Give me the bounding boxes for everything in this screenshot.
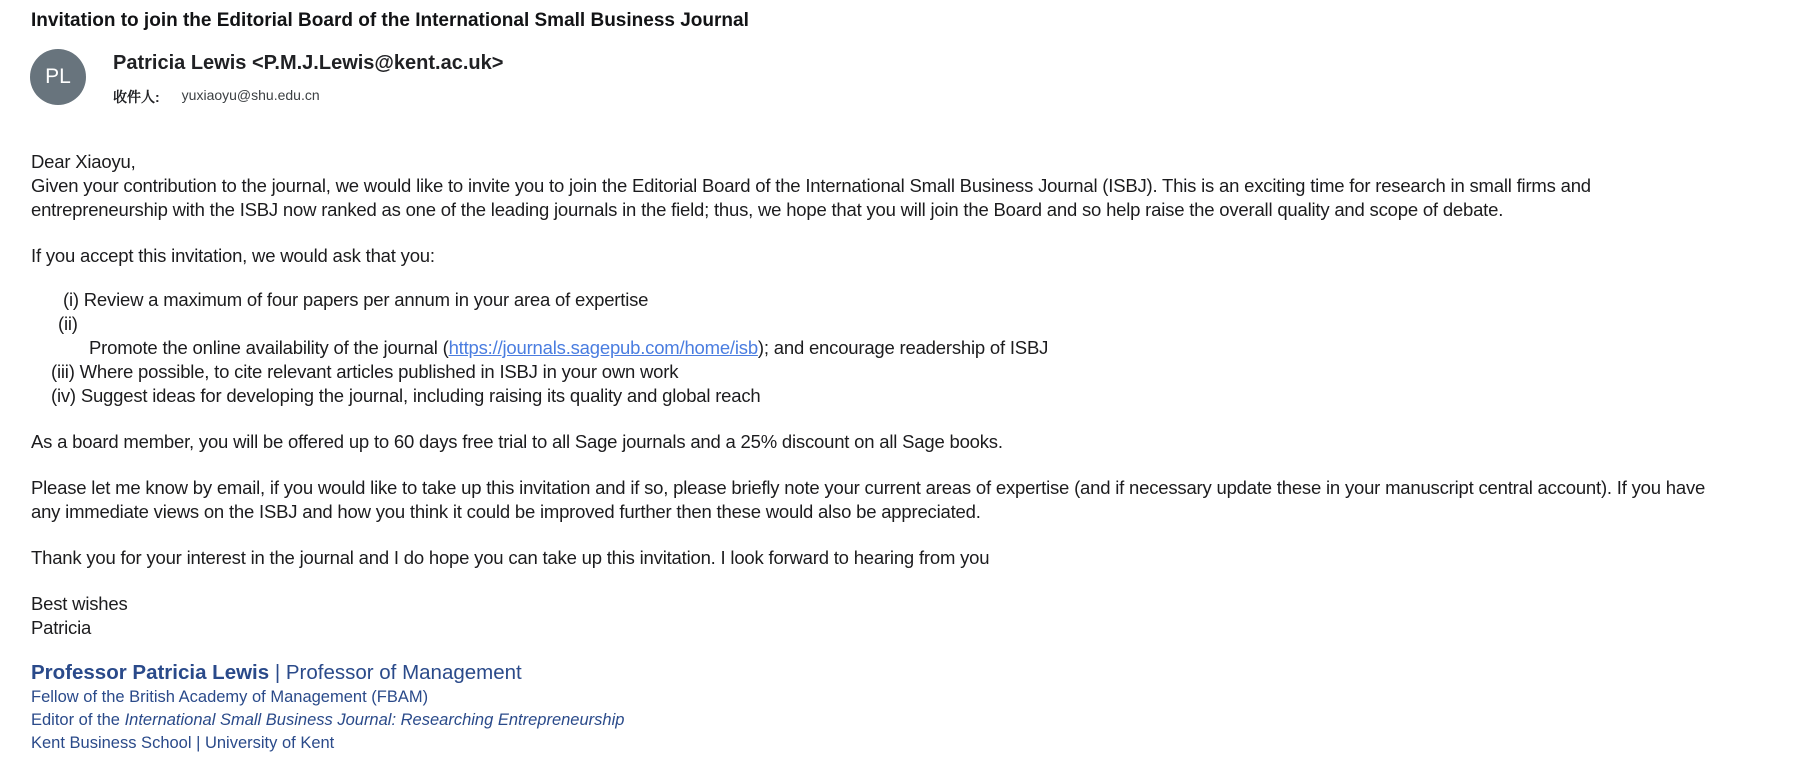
list-item-iv: (iv) Suggest ideas for developing the journal, including raising its quality and global reach bbox=[51, 385, 761, 406]
intro-paragraph-line-1: Given your contribution to the journal, we would like to invite you to join the Editorial Board of the International Small Business Journal (ISBJ). This is an exciting time for research in small firms and bbox=[31, 175, 1591, 196]
sender-avatar[interactable]: PL bbox=[30, 49, 86, 105]
paragraph-gap bbox=[31, 408, 1806, 430]
ask-line: If you accept this invitation, we would ask that you: bbox=[31, 245, 435, 266]
list-item-iii: (iii) Where possible, to cite relevant articles published in ISBJ in your own work bbox=[51, 361, 679, 382]
signature-line-1 bbox=[31, 660, 1806, 686]
header-text bbox=[113, 49, 503, 107]
list-item-i: (i) Review a maximum of four papers per annum in your area of expertise bbox=[63, 289, 649, 310]
email-header bbox=[30, 49, 1806, 107]
list-item-ii-marker: (ii) bbox=[58, 313, 78, 334]
journal-link[interactable]: https://journals.sagepub.com/home/isb bbox=[448, 337, 758, 358]
board-benefits-line: As a board member, you will be offered up to 60 days free trial to all Sage journals and a 25% discount on all Sage books. bbox=[31, 431, 1003, 452]
paragraph-gap bbox=[31, 454, 1806, 476]
list-item-ii-body bbox=[31, 336, 1806, 360]
salutation: Dear Xiaoyu, bbox=[31, 151, 136, 172]
signature-journal-title: International Small Business Journal: Researching Entrepreneurship bbox=[124, 711, 625, 729]
list-item-ii-text-after-link: ); and encourage readership of ISBJ bbox=[757, 337, 1049, 358]
sender-name-address: Patricia Lewis <P.M.J.Lewis@kent.ac.uk> bbox=[113, 52, 504, 74]
signature-line-3 bbox=[31, 709, 1806, 732]
paragraph-gap bbox=[31, 268, 1806, 288]
paragraph-gap bbox=[31, 570, 1806, 592]
to-label: 收件人: bbox=[113, 89, 160, 105]
signature-name: Professor Patricia Lewis bbox=[31, 661, 270, 684]
signature-title: | Professor of Management bbox=[269, 661, 522, 684]
paragraph-gap bbox=[31, 222, 1806, 244]
signature-block bbox=[31, 660, 1806, 755]
list-item-ii-text-before-link: Promote the online availability of the journal ( bbox=[89, 337, 449, 358]
email-body bbox=[31, 150, 1806, 755]
signature-line-2: Fellow of the British Academy of Management (FBAM) bbox=[31, 688, 429, 706]
email-subject: Invitation to join the Editorial Board of the International Small Business Journal bbox=[31, 10, 749, 31]
recipient-row bbox=[113, 87, 503, 107]
signature-editor-prefix: Editor of the bbox=[31, 711, 125, 729]
thanks-line: Thank you for your interest in the journal and I do hope you can take up this invitation. I look forward to hearing from you bbox=[31, 547, 990, 568]
intro-paragraph-line-2: entrepreneurship with the ISBJ now ranked as one of the leading journals in the field; thus, we hope that you will join the Board and so help raise the overall quality and scope of debate. bbox=[31, 199, 1504, 220]
to-address: yuxiaoyu@shu.edu.cn bbox=[181, 87, 320, 103]
paragraph-gap bbox=[31, 640, 1806, 660]
please-paragraph-line-1: Please let me know by email, if you would like to take up this invitation and if so, please briefly note your current areas of expertise (and if necessary update these in your manuscript central account). If you have bbox=[31, 477, 1706, 498]
signature-line-4: Kent Business School | University of Kent bbox=[31, 734, 335, 752]
please-paragraph-line-2: any immediate views on the ISBJ and how you think it could be improved further then these would also be appreciated. bbox=[31, 501, 981, 522]
signoff-name: Patricia bbox=[31, 617, 92, 638]
paragraph-gap bbox=[31, 524, 1806, 546]
closing: Best wishes bbox=[31, 593, 128, 614]
